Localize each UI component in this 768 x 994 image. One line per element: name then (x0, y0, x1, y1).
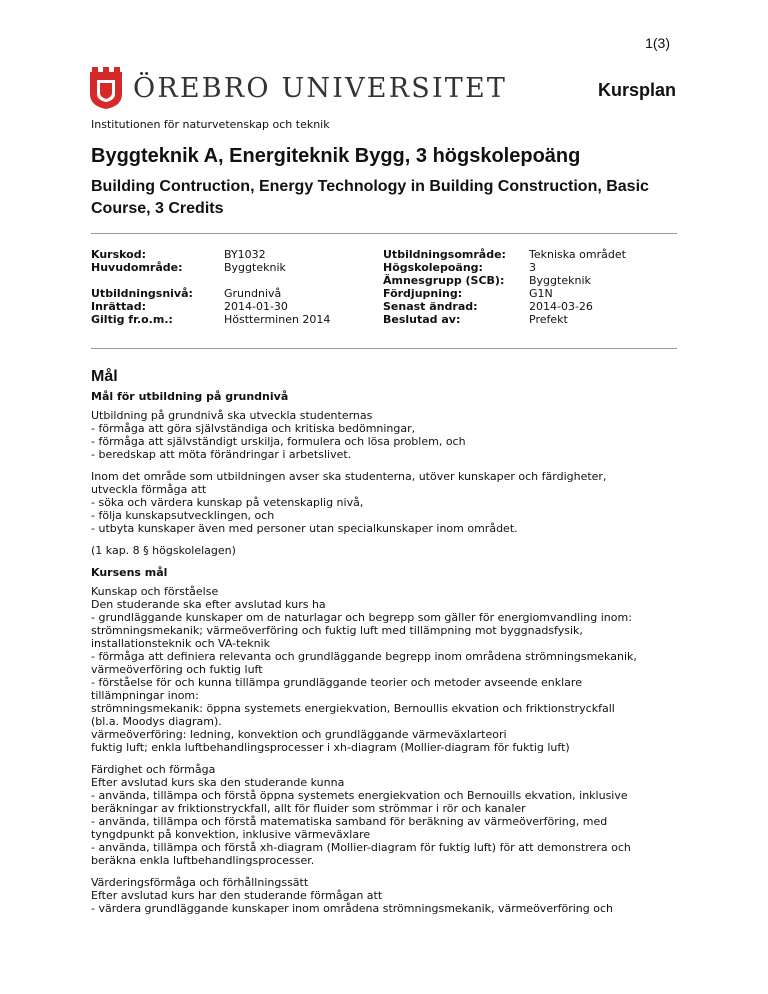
course-titles (91, 145, 691, 220)
fact-value: BY1032 (224, 248, 266, 261)
subheading-grundniva: Mål för utbildning på grundnivå (91, 390, 289, 403)
subheading-kursens-mal: Kursens mål (91, 566, 168, 579)
institution-name: Institutionen för naturvetenskap och teknik (91, 118, 330, 131)
fact-label: Fördjupning: (383, 287, 463, 300)
fact-value: 2014-03-26 (529, 300, 593, 313)
divider-top (91, 233, 677, 234)
paragraph: Kunskap och förståelse Den studerande ska efter avslutad kurs ha - grundläggande kunskaper om de naturlagar och begrepp som gäller för energiomvandling inom: strömningsmekanik; värmeöverföring och fuktig luft med tillämpning mot byggnadsfysik, installationsteknik och VA-teknik - förmåga att definiera relevanta och grundläggande begrepp inom områdena strömningsmekanik, värmeöverföring och fuktig luft - förståelse för och kunna tillämpa grundläggande teorier och metoder avseende enklare tillämpningar inom: strömningsmekanik: öppna systemets energiekvation, Bernoullis ekvation och friktionstryckfall (bl.a. Moodys diagram). värmeöverföring: ledning, konvektion och grundläggande värmeväxlarteori fuktig luft; enkla luftbehandlingsprocesser i xh-diagram (Mollier-diagram för fuktig luft) (91, 585, 637, 754)
fact-value: G1N (529, 287, 553, 300)
university-shield-logo-icon (89, 66, 123, 110)
section-heading-mal: Mål (91, 368, 118, 385)
facts-right-values (529, 248, 626, 326)
fact-label: Kurskod: (91, 248, 146, 261)
fact-label: Inrättad: (91, 300, 146, 313)
paragraph: Inom det område som utbildningen avser ska studenterna, utöver kunskaper och färdigheter, utveckla förmåga att - söka och värdera kunskap på vetenskaplig nivå, - följa kunskapsutvecklingen, och - utbyta kunskaper även med personer utan specialkunskaper inom området. (91, 470, 607, 535)
facts-right-labels (383, 248, 506, 326)
paragraph: Utbildning på grundnivå ska utveckla studenternas - förmåga att göra självständiga och kritiska bedömningar, - förmåga att självständigt urskilja, formulera och lösa problem, och - beredskap att möta förändringar i arbetslivet. (91, 409, 466, 461)
fact-label: Beslutad av: (383, 313, 461, 326)
paragraph: (1 kap. 8 § högskolelagen) (91, 544, 236, 557)
university-logo (89, 66, 507, 110)
course-title-english: Building Contruction, Energy Technology in Building Construction, Basic Course, 3 Credits (91, 178, 649, 217)
course-content (91, 370, 681, 924)
course-title-swedish: Byggteknik A, Energiteknik Bygg, 3 högskolepoäng (91, 145, 581, 167)
fact-value: 2014-01-30 (224, 300, 288, 313)
fact-label: Huvudområde: (91, 261, 183, 274)
paragraph: Värderingsförmåga och förhållningssätt Efter avslutad kurs har den studerande förmågan att - värdera grundläggande kunskaper inom områdena strömningsmekanik, värmeöverföring och (91, 876, 613, 915)
fact-label: Senast ändrad: (383, 300, 478, 313)
fact-label: Ämnesgrupp (SCB): (383, 274, 505, 287)
fact-label: Utbildningsnivå: (91, 287, 193, 300)
fact-value: Tekniska området (529, 248, 626, 261)
fact-value: Höstterminen 2014 (224, 313, 331, 326)
divider-bottom (91, 348, 677, 349)
university-name: ÖREBRO UNIVERSITET (133, 72, 508, 104)
paragraph: Färdighet och förmåga Efter avslutad kurs ska den studerande kunna - använda, tillämpa och förstå öppna systemets energiekvation och Bernouills ekvation, inklusive beräkningar av friktionstryckfall, allt för fluider som strömmar i rör och kanaler - använda, tillämpa och förstå matematiska samband för beräkning av värmeöverföring, med tyngdpunkt på konvektion, inklusive värmeväxlare - använda, tillämpa och förstå xh-diagram (Mollier-diagram för fuktig luft) för att demonstrera och beräkna enkla luftbehandlingsprocesser. (91, 763, 631, 867)
facts-left-values (224, 248, 330, 326)
fact-value-spacer (224, 274, 330, 287)
fact-value: Grundnivå (224, 287, 282, 300)
fact-label-spacer (91, 274, 193, 287)
fact-value: Prefekt (529, 313, 568, 326)
fact-value: Byggteknik (529, 274, 591, 287)
facts-left-labels (91, 248, 193, 326)
fact-label: Högskolepoäng: (383, 261, 483, 274)
fact-label: Utbildningsområde: (383, 248, 506, 261)
page-number: 1(3) (645, 35, 670, 51)
fact-value: 3 (529, 261, 536, 274)
document-type: Kursplan (597, 80, 676, 100)
fact-value: Byggteknik (224, 261, 286, 274)
fact-label: Giltig fr.o.m.: (91, 313, 173, 326)
